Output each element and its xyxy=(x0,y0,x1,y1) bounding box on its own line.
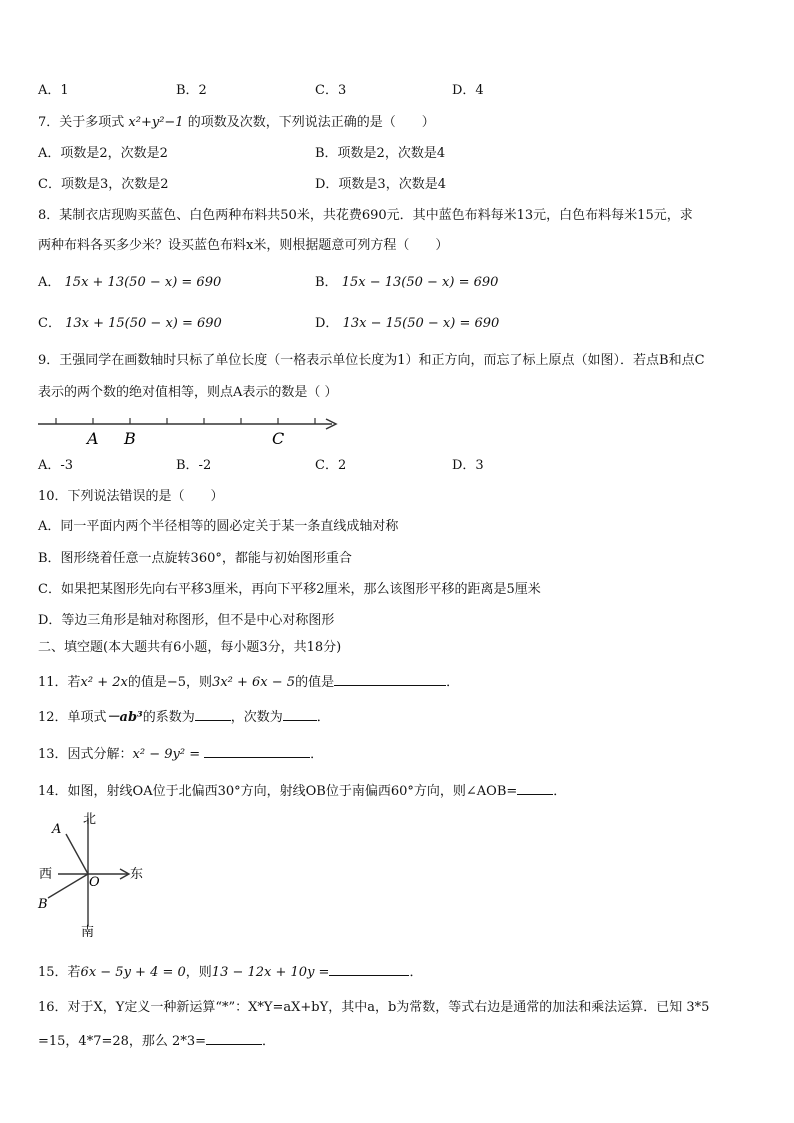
q16-end: ． xyxy=(261,1034,275,1049)
q13-pre: 13．因式分解： xyxy=(38,747,133,762)
q11 xyxy=(38,671,459,692)
q12-coefficient-blank[interactable] xyxy=(195,706,231,721)
section-heading: 二、填空题(本大题共有6小题，每小题3分，共18分) xyxy=(38,640,342,655)
q14-end: ． xyxy=(553,784,567,799)
q13-answer-blank[interactable] xyxy=(204,743,310,758)
q7-option-b: B．项数是2，次数是4 xyxy=(315,146,446,161)
q11-expr1: x² + 2x xyxy=(80,675,128,690)
compass-figure xyxy=(36,808,146,940)
q12-expr: －ab³ xyxy=(106,710,143,725)
q8-option-c-expr: 13x + 15(50 − x) = 690 xyxy=(65,316,222,331)
q11-end: ． xyxy=(446,675,460,690)
q16-line1: 16．对于X，Y定义一种新运算“*”：X*Y=aX+bY，其中a，b为常数，等式右边是通常的加法和乘法运算．已知 3*5 xyxy=(38,1000,710,1015)
q16-line2-pre: =15，4*7=28，那么 2*3= xyxy=(38,1034,206,1049)
number-line-figure xyxy=(36,410,346,450)
ray-oa xyxy=(66,834,88,874)
q8-option-d-letter: D． xyxy=(315,316,339,331)
q14-answer-blank[interactable] xyxy=(517,780,553,795)
number-line-label-b: B xyxy=(124,429,136,448)
q10-stem: 10．下列说法错误的是（ ） xyxy=(38,489,224,504)
q6-option-d: D．4 xyxy=(452,83,484,98)
q13-expr: x² − 9y² = xyxy=(132,747,201,762)
q9-option-b: B．-2 xyxy=(176,458,212,473)
q13-end: ． xyxy=(310,747,324,762)
q8-stem-line1: 8．某制衣店现购买蓝色、白色两种布料共50米，共花费690元．其中蓝色布料每米13元，白色布料每米15元，求 xyxy=(38,208,693,223)
q9-stem-line2: 表示的两个数的绝对值相等，则点A表示的数是（ ） xyxy=(38,385,338,400)
compass-label-south: 南 xyxy=(81,925,95,940)
q11-val: −5 xyxy=(166,675,187,690)
q7-stem-pre: 7．关于多项式 xyxy=(38,115,125,130)
q8-option-c xyxy=(38,315,222,333)
q14-stem: 14．如图，射线OA位于北偏西30°方向，射线OB位于南偏西60°方向，则∠AOB= xyxy=(38,784,518,799)
compass-label-north: 北 xyxy=(83,812,97,827)
q10-option-c: C．如果把某图形先向右平移3厘米，再向下平移2厘米，那么该图形平移的距离是5厘米 xyxy=(38,582,541,597)
compass-label-east: 东 xyxy=(130,867,144,882)
q16-line2 xyxy=(38,1030,275,1051)
q12-mid2: ，次数为 xyxy=(230,710,283,725)
q8-stem-line2: 两种布料各买多少米？设买蓝色布料x米，则根据题意可列方程（ ） xyxy=(38,238,449,253)
q11-expr2: 3x² + 6x − 5 xyxy=(212,675,296,690)
number-line-label-a: A xyxy=(87,429,99,448)
q6-option-b: B．2 xyxy=(176,83,207,98)
q10-option-b: B．图形绕着任意一点旋转360°，都能与初始图形重合 xyxy=(38,551,352,566)
q11-mid: 的值是 xyxy=(127,675,167,690)
q7-option-c: C．项数是3，次数是2 xyxy=(38,177,169,192)
compass-label-a: A xyxy=(52,822,62,837)
q11-pre: 11．若 xyxy=(38,675,81,690)
ray-ob xyxy=(48,874,88,898)
q13 xyxy=(38,743,323,764)
q7-stem-expr: x²+y²−1 xyxy=(128,115,184,130)
q11-post: 的值是 xyxy=(295,675,335,690)
compass-label-o: O xyxy=(89,875,100,890)
q8-option-a-letter: A． xyxy=(38,275,61,290)
q6-option-a: A．1 xyxy=(38,83,69,98)
q15-answer-blank[interactable] xyxy=(329,961,409,976)
q8-option-a xyxy=(38,274,221,292)
q16-answer-blank[interactable] xyxy=(206,1030,262,1045)
q15 xyxy=(38,961,422,982)
q15-mid: ，则 xyxy=(185,965,212,980)
q7-option-a: A．项数是2，次数是2 xyxy=(38,146,168,161)
q8-option-a-expr: 15x + 13(50 − x) = 690 xyxy=(64,275,222,290)
q12-end: ． xyxy=(316,710,330,725)
compass-label-b: B xyxy=(38,897,48,912)
q11-mid2: ，则 xyxy=(186,675,213,690)
number-line-ticks xyxy=(56,418,315,424)
q8-option-b-expr: 15x − 13(50 − x) = 690 xyxy=(341,275,499,290)
q10-option-d: D．等边三角形是轴对称图形，但不是中心对称图形 xyxy=(38,613,335,628)
q15-pre: 15．若 xyxy=(38,965,81,980)
q15-expr: 6x − 5y + 4 = 0 xyxy=(80,965,186,980)
q8-option-d-expr: 13x − 15(50 − x) = 690 xyxy=(342,316,500,331)
q9-option-c: C．2 xyxy=(315,458,347,473)
q12-mid: 的系数为 xyxy=(142,710,195,725)
number-line-label-c: C xyxy=(272,429,285,448)
q9-option-d: D．3 xyxy=(452,458,484,473)
q11-answer-blank[interactable] xyxy=(334,671,446,686)
q7-stem xyxy=(38,114,435,132)
q12 xyxy=(38,706,330,727)
q12-degree-blank[interactable] xyxy=(283,706,317,721)
q7-option-d: D．项数是3，次数是4 xyxy=(315,177,446,192)
q12-pre: 12．单项式 xyxy=(38,710,107,725)
q15-expr2: 13 − 12x + 10y = xyxy=(211,965,330,980)
q8-option-d xyxy=(315,315,499,333)
q9-option-a: A．-3 xyxy=(38,458,74,473)
q14 xyxy=(38,780,566,801)
q7-stem-post: 的项数及次数，下列说法正确的是（ ） xyxy=(187,115,435,130)
q8-option-b xyxy=(315,274,498,292)
q8-option-b-letter: B． xyxy=(315,275,338,290)
q9-stem-line1: 9．王强同学在画数轴时只标了单位长度（一格表示单位长度为1）和正方向，而忘了标上原点（如图）．若点B和点C xyxy=(38,353,705,368)
q8-option-c-letter: C． xyxy=(38,316,61,331)
q10-option-a: A．同一平面内两个半径相等的圆必定关于某一条直线成轴对称 xyxy=(38,519,399,534)
q15-end: ． xyxy=(409,965,423,980)
compass-label-west: 西 xyxy=(39,867,53,882)
q6-option-c: C．3 xyxy=(315,83,347,98)
